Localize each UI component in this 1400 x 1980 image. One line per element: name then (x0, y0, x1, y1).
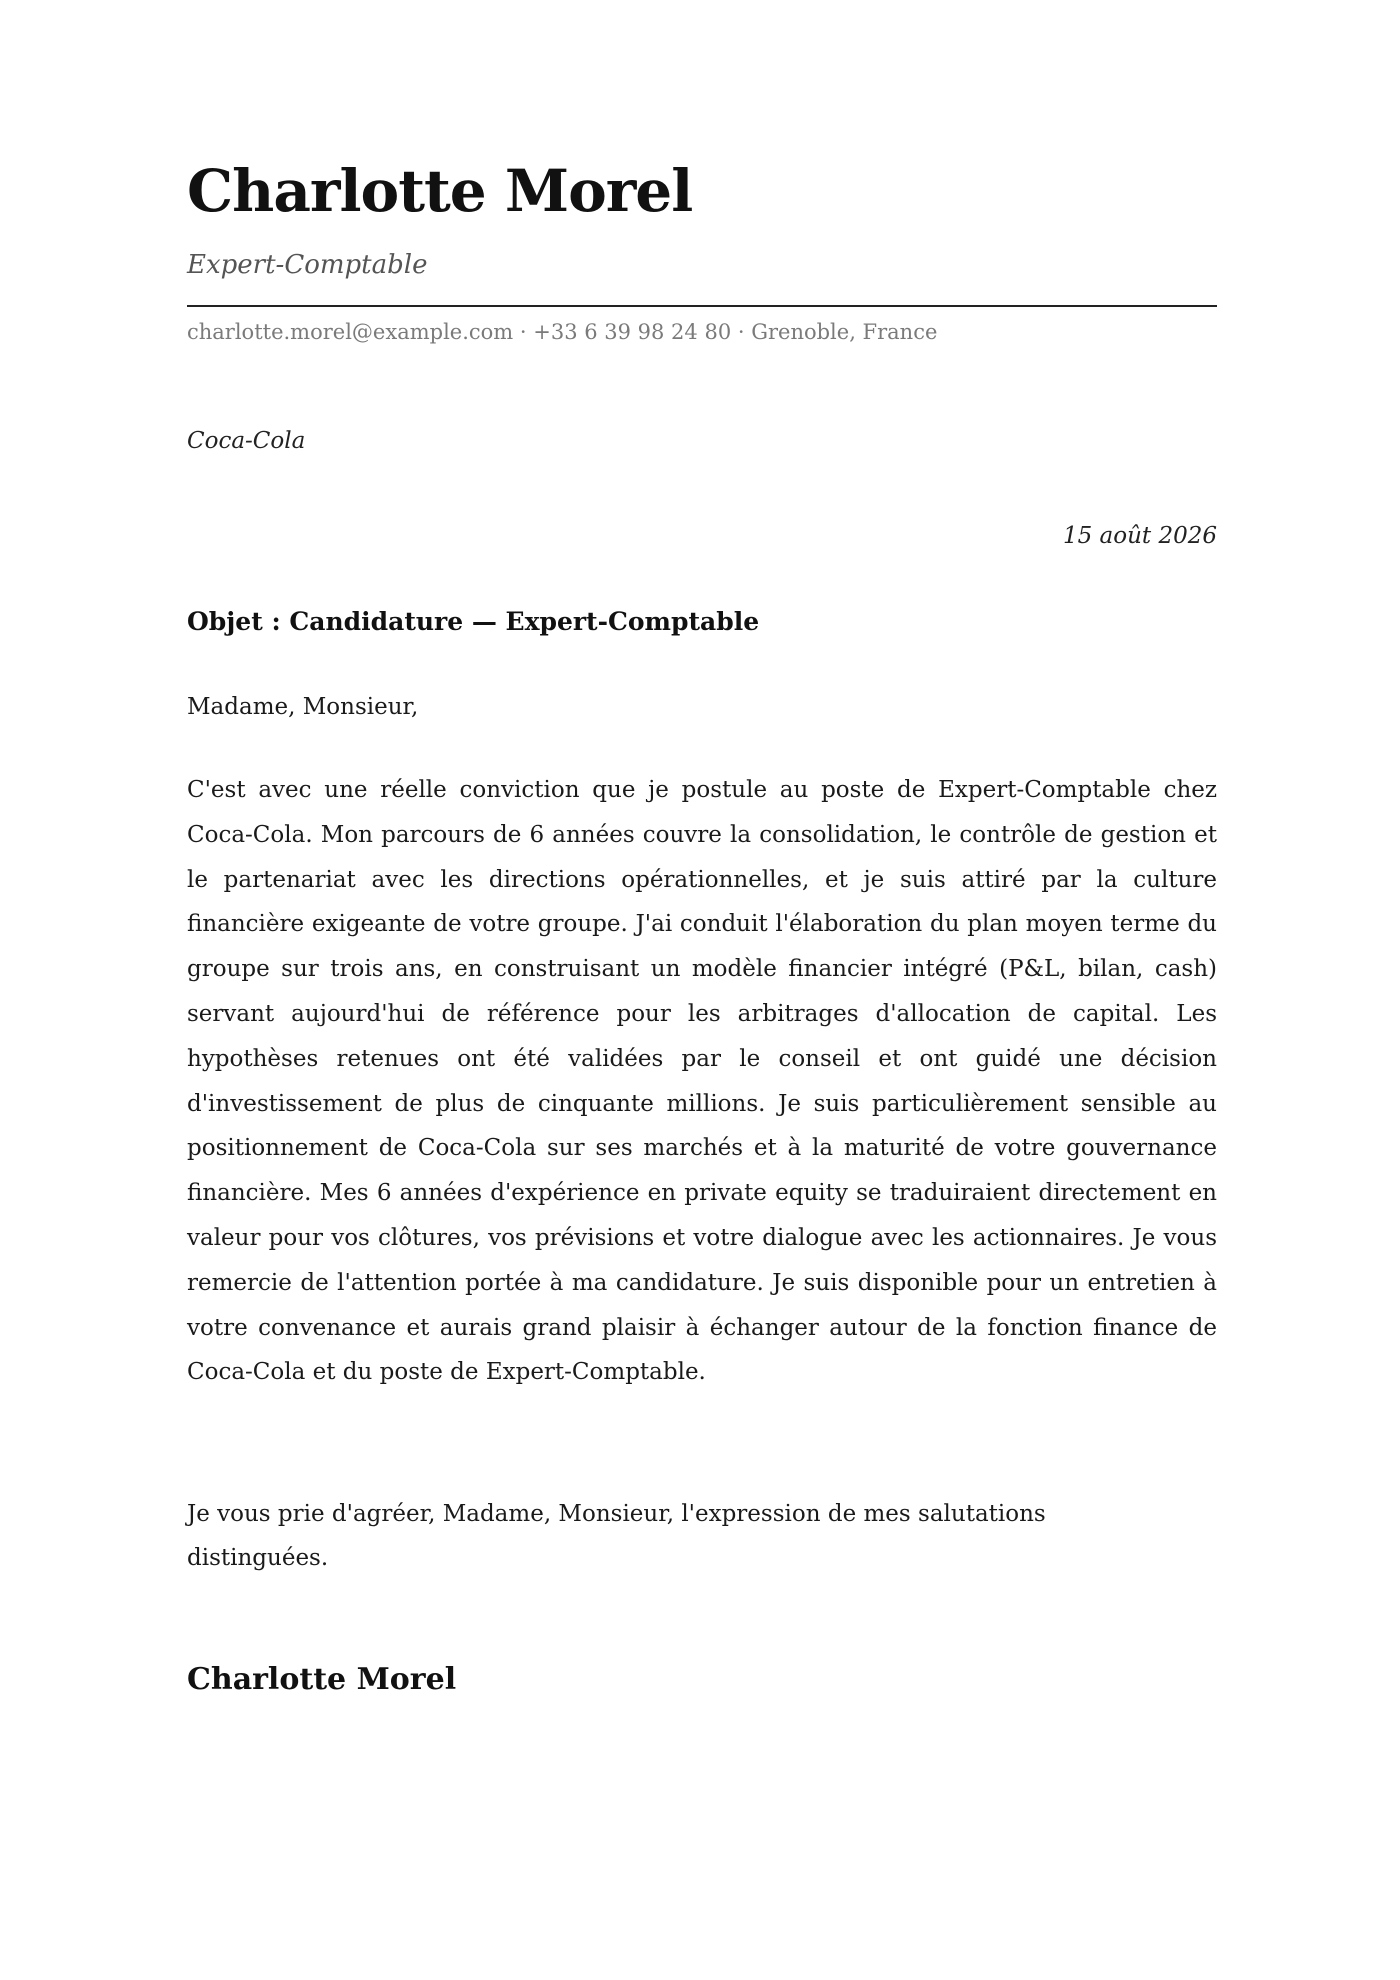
contact-line: charlotte.morel@example.com · +33 6 39 98 24 80 · Grenoble, France (187, 320, 938, 344)
letter-body: C'est avec une réelle conviction que je postule au poste de Expert-Comptable chez Coca-Cola. Mon parcours de 6 années couvre la consolidation, le contrôle de gestion et le partenariat avec les directions opérationnelles, et je suis attiré par la culture financière exigeante de votre groupe. J'ai conduit l'élaboration du plan moyen terme du groupe sur trois ans, en construisant un modèle financier intégré (P&L, bilan, cash) servant aujourd'hui de référence pour les arbitrages d'allocation de capital. Les hypothèses retenues ont été validées par le conseil et ont guidé une décision d'investissement de plus de cinquante millions. Je suis particulièrement sensible au positionnement de Coca-Cola sur ses marchés et à la maturité de votre gouvernance financière. Mes 6 années d'expérience en private equity se traduiraient directement en valeur pour vos clôtures, vos prévisions et votre dialogue avec les actionnaires. Je vous remercie de l'attention portée à ma candidature. Je suis disponible pour un entretien à votre convenance et aurais grand plaisir à échanger autour de la fonction finance de Coca-Cola et du poste de Expert-Comptable. (187, 777, 1217, 1386)
signature-name: Charlotte Morel (187, 1662, 457, 1697)
letter-closing: Je vous prie d'agréer, Madame, Monsieur, l'expression de mes salutations distinguées. (187, 1501, 1046, 1571)
letter-greeting: Madame, Monsieur, (187, 694, 419, 720)
letter-date: 15 août 2026 (1062, 523, 1217, 549)
applicant-job-title: Expert-Comptable (187, 250, 428, 280)
recipient-company: Coca-Cola (187, 428, 306, 454)
letter-subject: Objet : Candidature — Expert-Comptable (187, 607, 760, 636)
applicant-name: Charlotte Morel (187, 157, 693, 225)
header-divider (187, 305, 1217, 307)
